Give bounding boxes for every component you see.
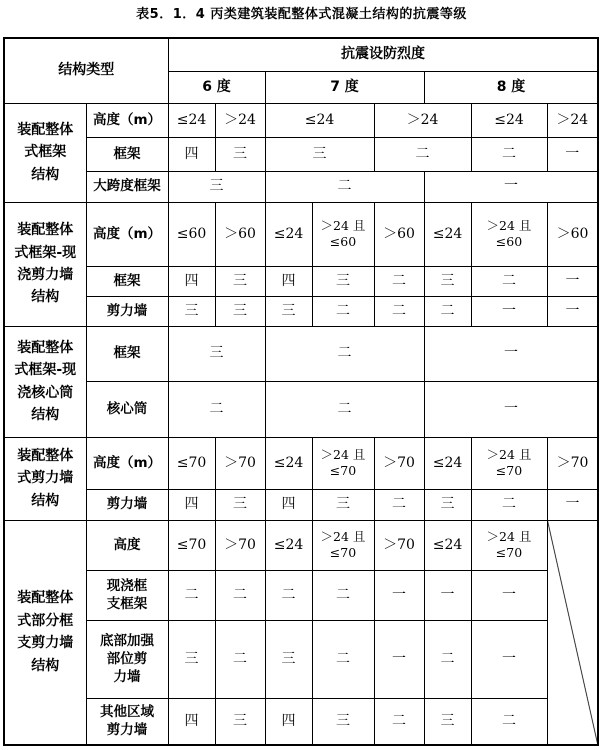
- table-cell: 四: [265, 698, 312, 745]
- table-cell: ＞24 且 ≤70: [471, 437, 547, 489]
- table-cell: ≤70: [168, 437, 215, 489]
- table-cell: 二: [265, 381, 424, 437]
- table-cell: ＞24 且 ≤60: [471, 202, 547, 266]
- table-cell: 三: [265, 137, 374, 171]
- table-cell: ≤70: [168, 520, 215, 570]
- row-label-height: 高度: [86, 520, 168, 570]
- row-label-frame: 框架: [86, 137, 168, 171]
- table-cell: 三: [215, 698, 265, 745]
- row-label-frame: 框架: [86, 266, 168, 296]
- table-cell: ≤24: [424, 202, 471, 266]
- table-cell: ≤24: [265, 202, 312, 266]
- table-cell: 四: [265, 489, 312, 520]
- table-cell: 三: [215, 489, 265, 520]
- table-cell: 二: [168, 570, 215, 620]
- degree-7-header: 7 度: [265, 71, 424, 103]
- table-cell: 二: [471, 266, 547, 296]
- degree-8-header: 8 度: [424, 71, 598, 103]
- row-label-height: 高度（m）: [86, 103, 168, 137]
- row-label-shear-wall: 剪力墙: [86, 296, 168, 326]
- table-cell: 二: [471, 489, 547, 520]
- table-caption: 表5．1．4 丙类建筑装配整体式混凝土结构的抗震等级: [136, 7, 467, 22]
- group-partial-frame-supported-shear-wall: 装配整体 式部分框 支剪力墙 结构: [4, 520, 86, 745]
- table-cell: ＞70: [547, 437, 598, 489]
- table-cell: ≤24: [265, 520, 312, 570]
- table-cell: ＞60: [547, 202, 598, 266]
- table-cell: 二: [265, 326, 424, 381]
- table-cell: 一: [424, 326, 598, 381]
- degree-6-header: 6 度: [168, 71, 265, 103]
- row-label-height: 高度（m）: [86, 437, 168, 489]
- table-cell: 三: [265, 620, 312, 698]
- table-cell: 一: [547, 266, 598, 296]
- table-cell: ＞60: [215, 202, 265, 266]
- table-cell: 二: [312, 296, 374, 326]
- table-cell: ＞70: [374, 437, 424, 489]
- table-cell: 一: [471, 296, 547, 326]
- table-cell: 三: [168, 171, 265, 202]
- table-cell: 四: [168, 266, 215, 296]
- table-cell: 三: [424, 489, 471, 520]
- table-cell: 二: [374, 266, 424, 296]
- table-cell: 三: [312, 489, 374, 520]
- table-cell: 一: [547, 489, 598, 520]
- table-cell: 一: [424, 570, 471, 620]
- table-cell: 四: [168, 489, 215, 520]
- row-label-other-area-shear-wall: 其他区域 剪力墙: [86, 698, 168, 745]
- row-label-frame: 框架: [86, 326, 168, 381]
- row-label-cast-in-place-support-frame: 现浇框 支框架: [86, 570, 168, 620]
- table-cell: ≤24: [424, 437, 471, 489]
- table-cell: 二: [471, 698, 547, 745]
- table-cell: 三: [168, 326, 265, 381]
- group-frame-shear-wall-structure: 装配整体 式框架-现 浇剪力墙 结构: [4, 202, 86, 326]
- table-cell: 二: [424, 620, 471, 698]
- table-cell: ＞24 且 ≤70: [312, 520, 374, 570]
- table-cell: ≤24: [265, 437, 312, 489]
- table-cell: 四: [168, 698, 215, 745]
- table-cell: 一: [374, 570, 424, 620]
- table-cell: 三: [312, 266, 374, 296]
- table-cell: 一: [471, 620, 547, 698]
- diagonal-blank-cell: [547, 520, 598, 745]
- table-cell: ＞70: [215, 437, 265, 489]
- table-cell: 一: [424, 171, 598, 202]
- table-cell: ＞24 且 ≤70: [312, 437, 374, 489]
- table-cell: 二: [265, 570, 312, 620]
- table-cell: ＞24: [215, 103, 265, 137]
- table-cell: 二: [374, 137, 471, 171]
- group-shear-wall-structure: 装配整体 式剪力墙 结构: [4, 437, 86, 520]
- row-label-large-span-frame: 大跨度框架: [86, 171, 168, 202]
- row-label-height: 高度（m）: [86, 202, 168, 266]
- row-label-shear-wall: 剪力墙: [86, 489, 168, 520]
- table-cell: 一: [547, 296, 598, 326]
- table-cell: 二: [265, 171, 424, 202]
- table-cell: ＞60: [374, 202, 424, 266]
- intensity-header: 抗震设防烈度: [168, 38, 598, 71]
- table-cell: ＞24 且 ≤60: [312, 202, 374, 266]
- table-cell: ≤24: [168, 103, 215, 137]
- table-cell: 三: [424, 266, 471, 296]
- table-cell: 三: [168, 296, 215, 326]
- table-cell: ＞70: [215, 520, 265, 570]
- table-cell: ≤24: [424, 520, 471, 570]
- table-cell: 一: [374, 620, 424, 698]
- table-cell: 二: [312, 620, 374, 698]
- table-cell: ＞24: [374, 103, 471, 137]
- group-frame-core-tube-structure: 装配整体 式框架-现 浇核心筒 结构: [4, 326, 86, 437]
- table-cell: 一: [471, 570, 547, 620]
- table-cell: 二: [215, 570, 265, 620]
- table-cell: 二: [471, 137, 547, 171]
- table-cell: 二: [168, 381, 265, 437]
- table-cell: ≤60: [168, 202, 215, 266]
- table-cell: 二: [374, 489, 424, 520]
- seismic-grade-table: [3, 37, 599, 746]
- table-cell: ≤24: [471, 103, 547, 137]
- table-cell: ＞24 且 ≤70: [471, 520, 547, 570]
- group-frame-structure: 装配整体 式框架 结构: [4, 103, 86, 202]
- table-cell: 二: [215, 620, 265, 698]
- table-cell: 三: [312, 698, 374, 745]
- table-cell: 一: [547, 137, 598, 171]
- table-cell: 三: [215, 266, 265, 296]
- table-cell: 三: [168, 620, 215, 698]
- table-cell: 二: [374, 698, 424, 745]
- table-cell: 二: [424, 296, 471, 326]
- table-cell: 二: [374, 296, 424, 326]
- table-cell: 三: [265, 296, 312, 326]
- row-label-base-strengthened-shear-wall: 底部加强 部位剪 力墙: [86, 620, 168, 698]
- table-cell: 二: [312, 570, 374, 620]
- table-cell: 三: [215, 296, 265, 326]
- table-cell: 三: [424, 698, 471, 745]
- table-cell: 四: [265, 266, 312, 296]
- table-cell: 三: [215, 137, 265, 171]
- table-cell: ≤24: [265, 103, 374, 137]
- table-cell: 一: [424, 381, 598, 437]
- structure-type-header: 结构类型: [4, 38, 168, 103]
- table-cell: ＞24: [547, 103, 598, 137]
- row-label-core-tube: 核心筒: [86, 381, 168, 437]
- table-cell: 四: [168, 137, 215, 171]
- table-cell: ＞70: [374, 520, 424, 570]
